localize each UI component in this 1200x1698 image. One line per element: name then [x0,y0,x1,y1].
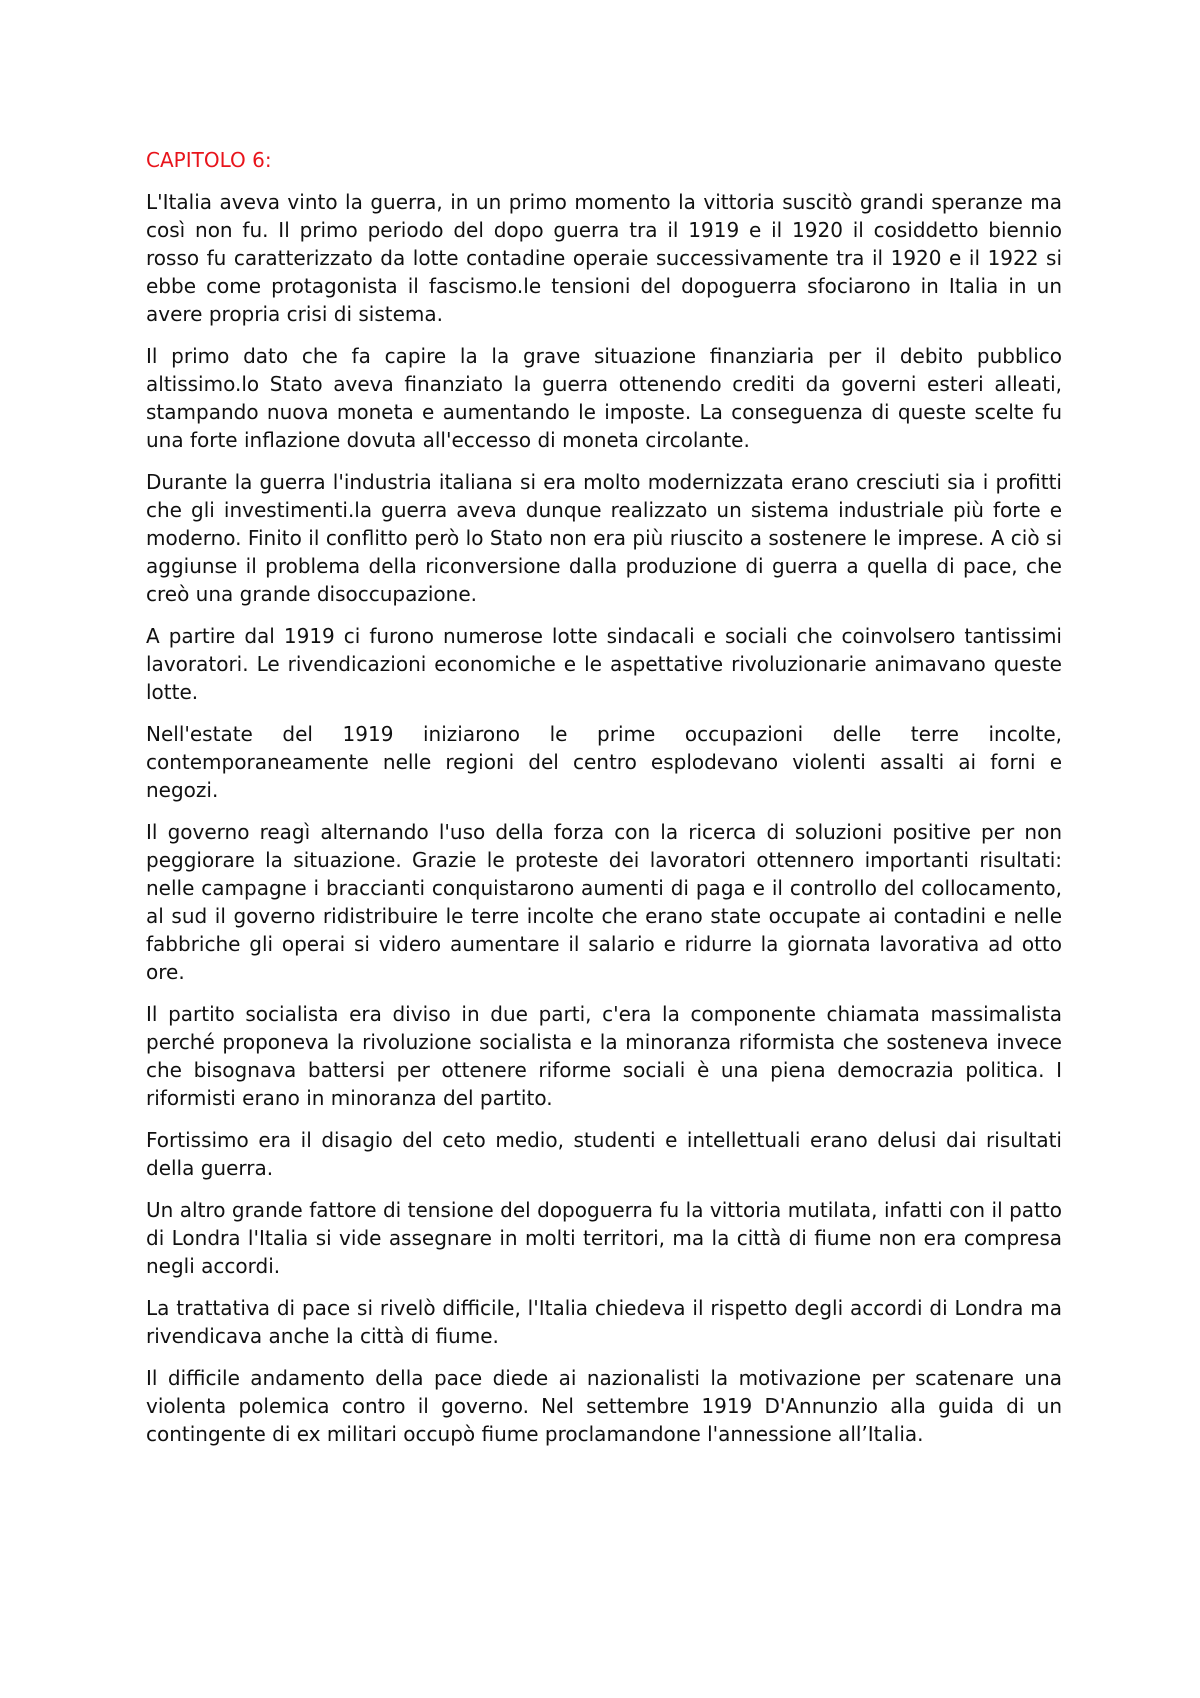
paragraph-6: Il governo reagì alternando l'uso della forza con la ricerca di soluzioni positive per non peggiorare la situazione. Grazie le proteste dei lavoratori ottennero importanti risultati: nelle campagne i braccianti conquistarono aumenti di paga e il controllo del collocamento, al sud il governo ridistribuire le terre incolte che erano state occupate ai contadini e nelle fabbriche gli operai si videro aumentare il salario e ridurre la giornata lavorativa ad otto ore. [146,820,1062,984]
paragraph-2: Il primo dato che fa capire la la grave situazione finanziaria per il debito pubblico altissimo.lo Stato aveva finanziato la guerra ottenendo crediti da governi esteri alleati, stampando nuova moneta e aumentando le imposte. La conseguenza di queste scelte fu una forte inflazione dovuta all'eccesso di moneta circolante. [146,344,1062,452]
chapter-title: CAPITOLO 6: [146,148,272,172]
paragraph-9: Un altro grande fattore di tensione del dopoguerra fu la vittoria mutilata, infatti con il patto di Londra l'Italia si vide assegnare in molti territori, ma la città di fiume non era compresa negli accordi. [146,1198,1062,1278]
paragraph-4: A partire dal 1919 ci furono numerose lotte sindacali e sociali che coinvolsero tantissimi lavoratori. Le rivendicazioni economiche e le aspettative rivoluzionarie animavano queste lotte. [146,624,1062,704]
paragraph-10: La trattativa di pace si rivelò difficile, l'Italia chiedeva il rispetto degli accordi di Londra ma rivendicava anche la città di fiume. [146,1296,1062,1348]
document-page [146,146,1062,1462]
paragraph-11: Il difficile andamento della pace diede ai nazionalisti la motivazione per scatenare una violenta polemica contro il governo. Nel settembre 1919 D'Annunzio alla guida di un contingente di ex militari occupò fiume proclamandone l'annessione all’Italia. [146,1366,1062,1446]
paragraph-3: Durante la guerra l'industria italiana si era molto modernizzata erano cresciuti sia i profitti che gli investimenti.la guerra aveva dunque realizzato un sistema industriale più forte e moderno. Finito il conflitto però lo Stato non era più riuscito a sostenere le imprese. A ciò si aggiunse il problema della riconversione dalla produzione di guerra a quella di pace, che creò una grande disoccupazione. [146,470,1062,606]
paragraph-8: Fortissimo era il disagio del ceto medio, studenti e intellettuali erano delusi dai risultati della guerra. [146,1128,1062,1180]
paragraph-5: Nell'estate del 1919 iniziarono le prime occupazioni delle terre incolte, contemporaneamente nelle regioni del centro esplodevano violenti assalti ai forni e negozi. [146,722,1062,802]
paragraph-1: L'Italia aveva vinto la guerra, in un primo momento la vittoria suscitò grandi speranze ma così non fu. Il primo periodo del dopo guerra tra il 1919 e il 1920 il cosiddetto biennio rosso fu caratterizzato da lotte contadine operaie successivamente tra il 1920 e il 1922 si ebbe come protagonista il fascismo.le tensioni del dopoguerra sfociarono in Italia in un avere propria crisi di sistema. [146,190,1062,326]
paragraph-7: Il partito socialista era diviso in due parti, c'era la componente chiamata massimalista perché proponeva la rivoluzione socialista e la minoranza riformista che sosteneva invece che bisognava battersi per ottenere riforme sociali è una piena democrazia politica. I riformisti erano in minoranza del partito. [146,1002,1062,1110]
